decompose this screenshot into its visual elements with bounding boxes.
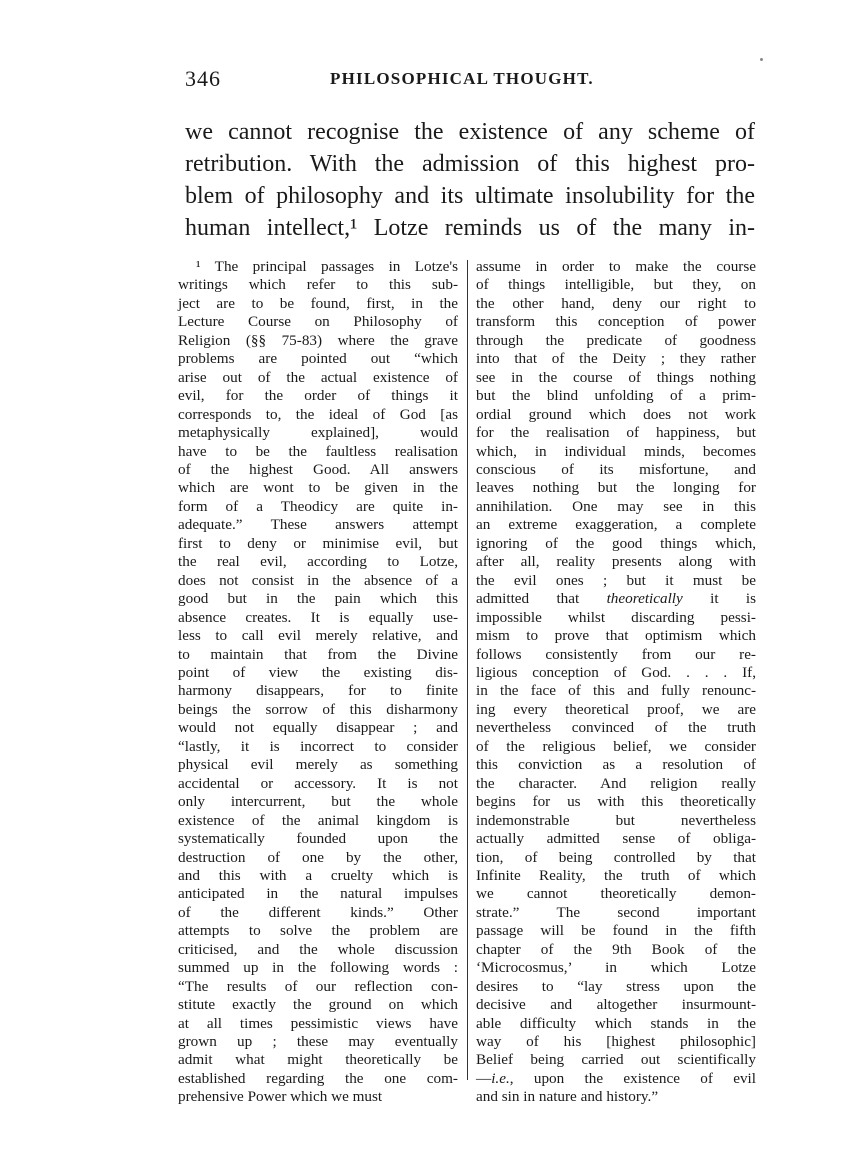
footnote-line: good but in the pain which this xyxy=(178,590,458,608)
footnote-right-column xyxy=(476,258,756,1107)
footnote-line: writings which refer to this sub- xyxy=(178,276,458,294)
footnote-line: assume in order to make the course xyxy=(476,258,756,275)
footnote-line: of the different kinds.” Other xyxy=(178,903,458,921)
footnote-line: of the highest Good. All answers xyxy=(178,460,458,478)
footnote-line: Belief being carried out scientifically xyxy=(476,1051,756,1069)
footnote-line: less to call evil merely relative, and xyxy=(178,627,458,645)
footnote-line: summed up in the following words : xyxy=(178,959,458,977)
footnote-line: arise out of the actual existence of xyxy=(178,368,458,386)
footnote-line: existence of the animal kingdom is xyxy=(178,811,458,829)
footnote-line: admitted that theoretically it is xyxy=(476,590,756,608)
footnote-line: this conviction as a resolution of xyxy=(476,756,756,774)
footnote-line: beings the sorrow of this disharmony xyxy=(178,700,458,718)
footnote-line: ing every theoretical proof, we are xyxy=(476,700,756,718)
footnote-line: chapter of the 9th Book of the xyxy=(476,940,756,958)
footnote-line: attempts to solve the problem are xyxy=(178,922,458,940)
footnote-line: —i.e., upon the existence of evil xyxy=(476,1069,756,1087)
footnote-line: at all times pessimistic views have xyxy=(178,1014,458,1032)
footnote-line: desires to “lay stress upon the xyxy=(476,977,756,995)
column-divider xyxy=(467,260,468,1080)
footnote-line: transform this conception of power xyxy=(476,313,756,331)
footnote-line: criticised, and the whole discussion xyxy=(178,940,458,958)
footnote-line: Lecture Course on Philosophy of xyxy=(178,313,458,331)
footnote-line: and sin in nature and history.” xyxy=(476,1088,659,1106)
body-line: human intellect,¹ Lotze reminds us of the many in- xyxy=(185,215,755,241)
footnote-line: accidental or accessory. It is not xyxy=(178,774,458,792)
footnote-line: problems are pointed out “which xyxy=(178,350,458,368)
body-line: we cannot recognise the existence of any scheme of xyxy=(185,119,755,145)
footnote-line: ignoring of the good things which, xyxy=(476,534,756,552)
footnote-line: to maintain that from the Divine xyxy=(178,645,458,663)
footnote-line: annihilation. One may see in this xyxy=(476,497,756,515)
footnote-line: tion, of being controlled by that xyxy=(476,848,756,866)
footnote-line: the evil ones ; but it must be xyxy=(476,571,756,589)
footnote-line: but the blind unfolding of a prim- xyxy=(476,387,756,405)
footnote-line: absence creates. It is equally use- xyxy=(178,608,458,626)
footnote-line: anticipated in the natural impulses xyxy=(178,885,458,903)
footnote-line: after all, reality presents along with xyxy=(476,553,756,571)
body-line: blem of philosophy and its ultimate insolubility for the xyxy=(185,183,755,209)
footnote-line: the character. And religion really xyxy=(476,774,756,792)
footnote-line: impossible whilst discarding pessi- xyxy=(476,608,756,626)
footnote-line: ¹ The principal passages in Lotze's xyxy=(196,258,458,275)
footnote-line: we cannot theoretically demon- xyxy=(476,885,756,903)
footnote-line: indemonstrable but nevertheless xyxy=(476,811,756,829)
body-line: retribution. With the admission of this highest pro- xyxy=(185,151,755,177)
footnote-line: begins for us with this theoretically xyxy=(476,793,756,811)
footnote-line: ject are to be found, first, in the xyxy=(178,294,458,312)
footnote-line: and this with a cruelty which is xyxy=(178,866,458,884)
footnote-line: follows consistently from our re- xyxy=(476,645,756,663)
footnote-line: leaves nothing but the longing for xyxy=(476,479,756,497)
footnote-line: corresponds to, the ideal of God [as xyxy=(178,405,458,423)
running-title: PHILOSOPHICAL THOUGHT. xyxy=(330,69,594,88)
footnote-block xyxy=(178,258,760,1106)
footnote-line: established regarding the one com- xyxy=(178,1069,458,1087)
footnote-line: strate.” The second important xyxy=(476,903,756,921)
footnote-left-column xyxy=(178,258,458,1107)
footnote-line: which are wont to be given in the xyxy=(178,479,458,497)
footnote-line: an extreme exaggeration, a complete xyxy=(476,516,756,534)
footnote-line: Religion (§§ 75-83) where the grave xyxy=(178,331,458,349)
footnote-line: ‘Microcosmus,’ in which Lotze xyxy=(476,959,756,977)
footnote-line: stitute exactly the ground on which xyxy=(178,996,458,1014)
footnote-line: physical evil merely as something xyxy=(178,756,458,774)
footnote-line: ordial ground which does not work xyxy=(476,405,756,423)
print-speck xyxy=(760,58,763,61)
footnote-line: of things intelligible, but they, on xyxy=(476,276,756,294)
running-head xyxy=(185,66,755,96)
footnote-line: Infinite Reality, the truth of which xyxy=(476,866,756,884)
footnote-line: form of a Theodicy are quite in- xyxy=(178,497,458,515)
footnote-line: the real evil, according to Lotze, xyxy=(178,553,458,571)
footnote-line: would not equally disappear ; and xyxy=(178,719,458,737)
footnote-line: into that of the Deity ; they rather xyxy=(476,350,756,368)
footnote-line: only intercurrent, but the whole xyxy=(178,793,458,811)
footnote-line: have to be the faultless realisation xyxy=(178,442,458,460)
footnote-line: which, in individual minds, becomes xyxy=(476,442,756,460)
footnote-line: ligious conception of God. . . . If, xyxy=(476,663,756,681)
footnote-line: adequate.” These answers attempt xyxy=(178,516,458,534)
body-paragraph xyxy=(185,116,755,244)
footnote-line: see in the course of things nothing xyxy=(476,368,756,386)
footnote-line: of the religious belief, we consider xyxy=(476,737,756,755)
footnote-line: able difficulty which stands in the xyxy=(476,1014,756,1032)
footnote-line: systematically founded upon the xyxy=(178,830,458,848)
footnote-line: mism to prove that optimism which xyxy=(476,627,756,645)
footnote-line: nevertheless convinced of the truth xyxy=(476,719,756,737)
footnote-line: metaphysically explained], would xyxy=(178,424,458,442)
footnote-line: way of his [highest philosophic] xyxy=(476,1033,756,1051)
footnote-line: admit what might theoretically be xyxy=(178,1051,458,1069)
footnote-line: harmony disappears, for to finite xyxy=(178,682,458,700)
page-number: 346 xyxy=(185,66,221,91)
footnote-line: “The results of our reflection con- xyxy=(178,977,458,995)
footnote-line: point of view the existing dis- xyxy=(178,663,458,681)
footnote-line: passage will be found in the fifth xyxy=(476,922,756,940)
footnote-line: grown up ; these may eventually xyxy=(178,1033,458,1051)
footnote-line: evil, for the order of things it xyxy=(178,387,458,405)
footnote-line: decisive and altogether insurmount- xyxy=(476,996,756,1014)
footnote-line: prehensive Power which we must xyxy=(178,1088,383,1106)
footnote-line: in the face of this and fully renounc- xyxy=(476,682,756,700)
footnote-line: first to deny or minimise evil, but xyxy=(178,534,458,552)
footnote-line: through the predicate of goodness xyxy=(476,331,756,349)
footnote-line: does not consist in the absence of a xyxy=(178,571,458,589)
footnote-line: “lastly, it is incorrect to consider xyxy=(178,737,458,755)
footnote-line: the other hand, deny our right to xyxy=(476,294,756,312)
footnote-line: actually admitted sense of obliga- xyxy=(476,830,756,848)
footnote-line: destruction of one by the other, xyxy=(178,848,458,866)
footnote-line: for the realisation of happiness, but xyxy=(476,424,756,442)
footnote-line: conscious of its misfortune, and xyxy=(476,460,756,478)
